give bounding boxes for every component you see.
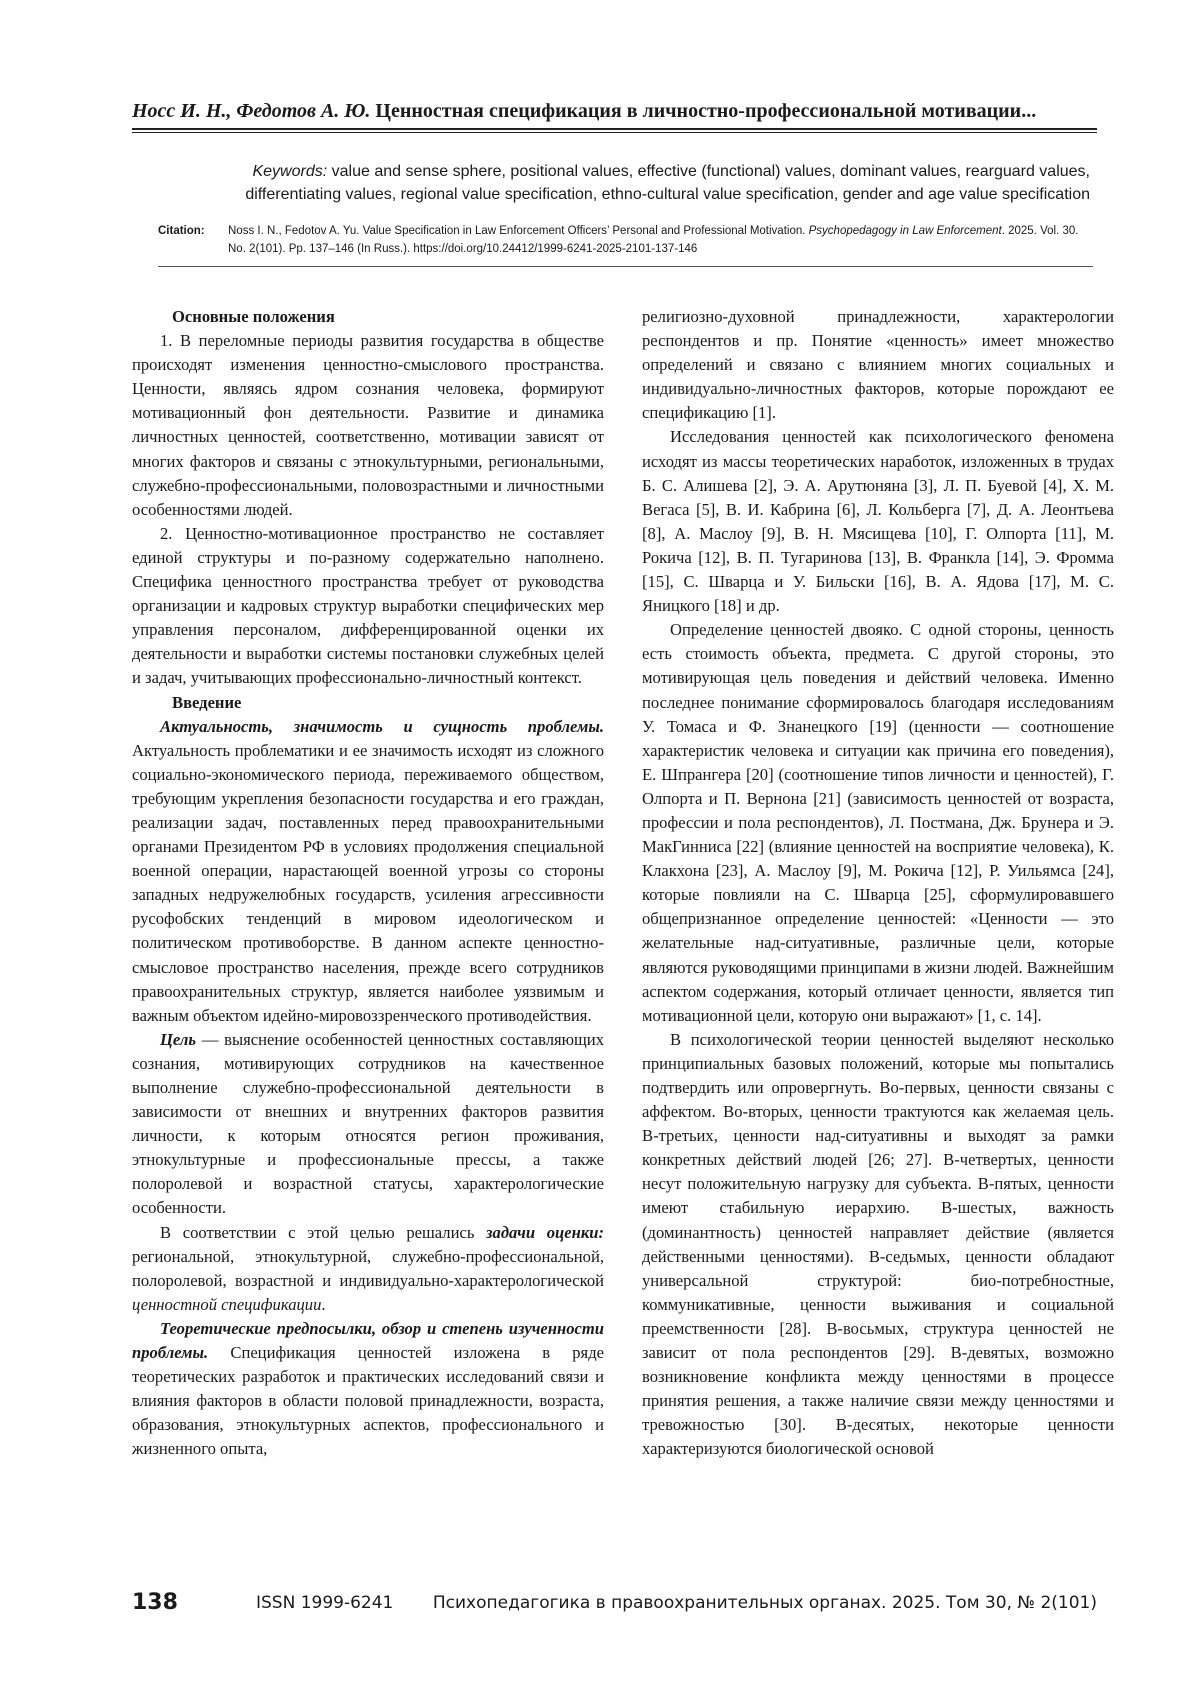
left-column	[132, 305, 604, 1462]
paragraph: Исследования ценностей как психологического феномена исходят из массы теоретических наработок, изложенных в трудах Б. С. Алишева [2], Э. А. Арутюняна [3], Л. П. Буевой [4], Х. М. Вегаса [5], В. И. Кабрина [6], Л. Кольберга [7], Д. А. Леонтьева [8], А. Маслоу [9], В. Н. Мясищева [10], Г. Олпорта [11], М. Рокича [12], В. П. Тугаринова [13], В. Франкла [14], Э. Фромма [15], С. Шварца и У. Бильски [16], В. А. Ядова [17], М. С. Яницкого [18] и др.	[642, 427, 1114, 616]
citation-label: Citation:	[158, 225, 205, 237]
paragraph-lead: Цель	[160, 1029, 196, 1049]
keywords-block	[160, 160, 1090, 206]
keywords-text: value and sense sphere, positional values, effective (functional) values, dominant values, rearguard values, differentiating values, regional value specification, ethno-cultural value specification, gender and age value specification	[245, 163, 1090, 203]
paragraph-text: .	[321, 1294, 326, 1314]
paragraph-text: В соответствии с этой целью решались	[160, 1222, 487, 1242]
paragraph	[132, 1028, 604, 1221]
paragraph: В психологической теории ценностей выделяют несколько принципиальных базовых положений, которые мы попытались подтвердить или опровергнуть. Во-первых, ценности связаны с аффектом. Во-вторых, ценности трактуются как желаемая цель. В-третьих, ценности над-ситуативны и выходят за рамки конкретных действий людей [26; 27]. В-четвертых, ценности несут положительную нагрузку для субъекта. В-пятых, ценности имеют стабильную иерархию. В-шестых, важность (доминантность) ценностей направляет действие (является действенными ценностями). В-седьмых, ценности обладают универсальной структурой: био-потребностные, коммуникативные, ценности выживания и социальной преемственности [28]. В-восьмых, структура ценностей не зависит от пола респондентов [29]. В-девятых, возможно возникновение конфликта между ценностями в процессе принятия решения, а также наличие связи между ценностями и тревожностью [30]. В-десятых, некоторые ценности характеризуются биологической основой	[642, 1029, 1114, 1459]
header-rule-thin	[132, 132, 1097, 133]
right-column	[642, 305, 1114, 1462]
paragraph: Определение ценностей двояко. С одной стороны, ценность есть стоимость объекта, предмета. С другой стороны, это мотивирующая цель поведения и действий человека. Именно последнее понимание сформировалось благодаря исследованиям У. Томаса и Ф. Знанецкого [19] (ценности — соотношение характеристик человека и ситуации как причина его поведения), Е. Шпрангера [20] (соотношение типов личности и ценностей), Г. Олпорта и П. Вернона [21] (зависимость ценностей от возраста, профессии и пола респондентов), Л. Постмана, Дж. Брунера и Э. МакГинниса [22] (влияние ценностей на восприятие человека), К. Клакхона [23], А. Маслоу [9], М. Рокича [12], Р. Уильямса [24], которые повлияли на С. Шварца [25], сформулировавшего общепризнанное определение ценностей: «Ценности — это желательные над-ситуативные, различные цели, которые являются руководящими принципами в жизни людей. Важнейшим аспектом содержания, который отличает ценности, является тип мотивационной цели, которую они выражают» [1, с. 14].	[642, 620, 1114, 1025]
running-header	[132, 100, 1092, 123]
paragraph-emphasis: ценностной спецификации	[132, 1294, 322, 1314]
paragraph	[132, 715, 604, 1028]
citation-text	[228, 222, 1088, 258]
paragraph: 1. В переломные периоды развития государства в обществе происходят изменения ценностно-смыслового пространства. Ценности, являясь ядром сознания человека, формируют мотивационный фон деятельности. Развитие и динамика личностных ценностей, соответственно, мотивации зависят от многих факторов и связаны с этнокультурными, региональными, служебно-профессиональными, половозрастными и личностными особенностями людей.	[132, 331, 604, 519]
keywords-label: Keywords:	[252, 163, 328, 180]
citation-text-before: Noss I. N., Fedotov A. Yu. Value Specification in Law Enforcement Officers’ Personal and Professional Motivation.	[228, 225, 809, 237]
page-number: 138	[132, 1590, 178, 1615]
paragraph-lead: задачи оценки:	[486, 1222, 604, 1242]
citation-rule	[158, 266, 1093, 267]
citation-text-after: . 2025. Vol. 30. No. 2(101). Pp. 137–146 (In Russ.). https://doi.org/10.24412/1999-6241-2025-2101-137-146	[228, 225, 1079, 255]
citation-journal: Psychopedagogy in Law Enforcement	[808, 225, 1002, 237]
paragraph-text: Актуальность проблематики и ее значимость исходят из сложного социально-экономического периода, переживаемого обществом, требующим укрепления безопасности государства и его граждан, реализации задач, поставленных перед правоохранительными органами Президентом РФ в условиях продолжения специальной военной операции, нарастающей военной угрозы со стороны западных недружелюбных государств, усиления агрессивности русофобских тенденций в мировом идеологическом и политическом противоборстве. В данном аспекте ценностно-смысловое пространство населения, прежде всего сотрудников правоохранительных структур, является наиболее уязвимым и важным объектом идейно-мировоззренческого противодействия.	[132, 740, 604, 1025]
paragraph-text: региональной, этнокультурной, служебно-профессиональной, полоролевой, возрастной и индивидуально-характерологической	[132, 1246, 604, 1290]
paragraph	[132, 1317, 604, 1462]
paragraph	[132, 1221, 604, 1317]
paragraph: религиозно-духовной принадлежности, характерологии респондентов и пр. Понятие «ценность» имеет множество определений и связано с влиянием многих социальных и индивидуально-личностных факторов, которые порождают ее спецификацию [1].	[642, 307, 1114, 423]
paragraph-text: — выяснение особенностей ценностных составляющих сознания, мотивирующих сотрудников на качественное выполнение служебно-профессиональной деятельности в зависимости от внешних и внутренних факторов развития личности, к которым относятся регион проживания, этнокультурные и профессиональные прессы, а также полоролевой и возрастной статусы, характерологические особенности.	[132, 1029, 604, 1218]
page-footer	[132, 1590, 1097, 1622]
footer-issn: ISSN 1999-6241	[256, 1593, 394, 1613]
header-article-title: Ценностная спецификация в личностно-профессиональной мотивации...	[375, 100, 1037, 122]
paragraph: 2. Ценностно-мотивационное пространство не составляет единой структуры и по-разному содержательно наполнено. Специфика ценностного пространства требует от руководства организации и кадровых структур выработки специфических мер управления персоналом, дифференцированной оценки их деятельности и выработки системы постановки служебных целей и задач, учитывающих профессионально-личностный контекст.	[132, 523, 604, 688]
footer-journal: Психопедагогика в правоохранительных органах. 2025. Том 30, № 2(101)	[432, 1593, 1097, 1613]
paragraph-lead: Актуальность, значимость и сущность проблемы.	[160, 716, 604, 736]
heading-introduction: Введение	[172, 692, 242, 712]
header-authors: Носс И. Н., Федотов А. Ю.	[132, 100, 371, 122]
paragraph-text: Спецификация ценностей изложена в ряде теоретических разработок и практических исследований связи и влияния факторов в области половой принадлежности, возраста, образования, этнокультурных аспектов, профессионального и жизненного опыта,	[132, 1343, 604, 1459]
paragraph-lead: Теоретические предпосылки, обзор и степень изученности проблемы.	[132, 1318, 604, 1363]
heading-main-provisions: Основные положения	[172, 307, 335, 326]
header-rule	[132, 128, 1097, 130]
